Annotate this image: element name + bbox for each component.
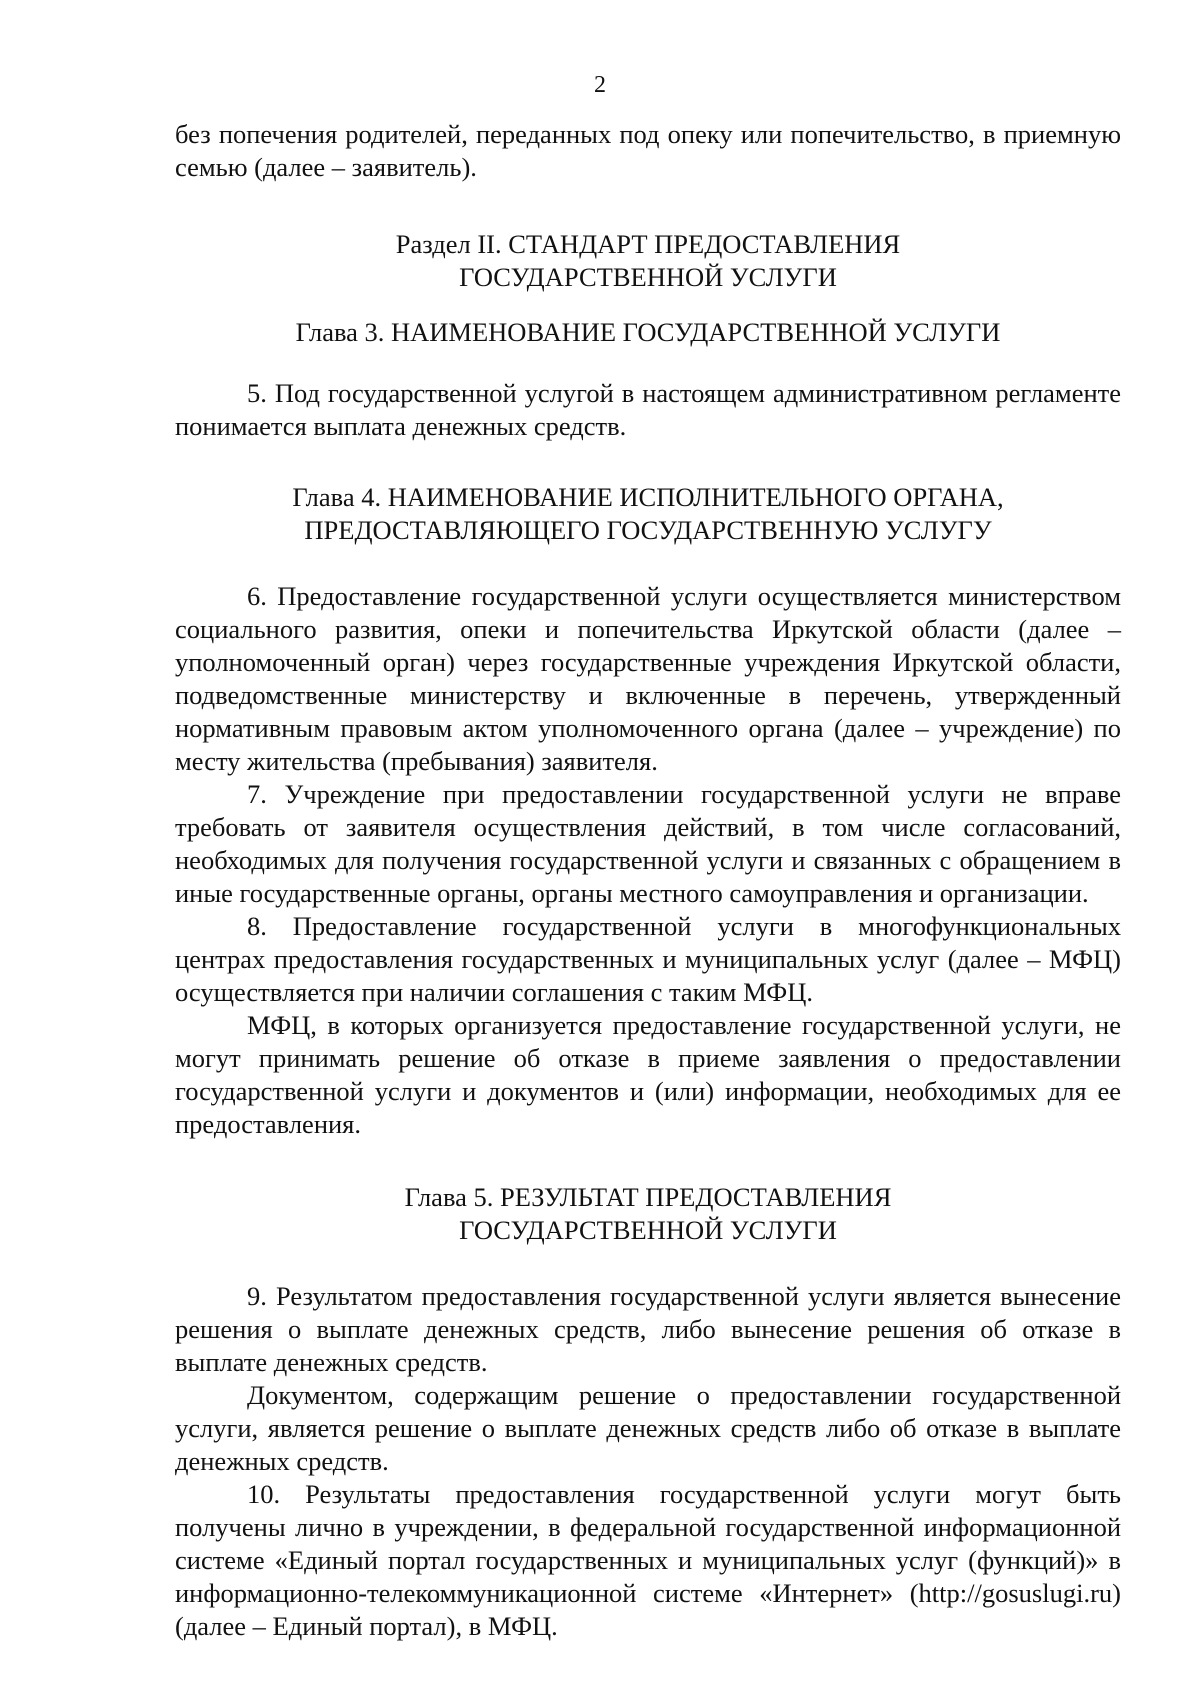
paragraph-10: 10. Результаты предоставления государственной услуги могут быть получены лично в учреждении, в федеральной государственной информационной системе «Единый портал государственных и муниципальных услуг (функций)» в информационно-телекоммуникационной системе «Интернет» (http://gosuslugi.ru) (далее – Единый портал), в МФЦ. (175, 1479, 1121, 1641)
chapter5-heading (175, 1181, 1121, 1247)
chapter4-heading (175, 481, 1121, 547)
chapter5-heading-line2: ГОСУДАРСТВЕННОЙ УСЛУГИ (459, 1215, 837, 1245)
section-heading-line1: Раздел II. СТАНДАРТ ПРЕДОСТАВЛЕНИЯ (395, 229, 901, 259)
paragraph-9: 9. Результатом предоставления государственной услуги является вынесение решения о выплате денежных средств, либо вынесение решения об отказе в выплате денежных средств. (175, 1281, 1121, 1377)
section-heading-line2: ГОСУДАРСТВЕННОЙ УСЛУГИ (459, 262, 837, 292)
document-body (175, 118, 1121, 1643)
paragraph-8-mfc: МФЦ, в которых организуется предоставление государственной услуги, не могут принимать решение об отказе в приеме заявления о предоставлении государственной услуги и документов и (или) информации, необходимых для ее предоставления. (175, 1010, 1121, 1139)
paragraph-7: 7. Учреждение при предоставлении государственной услуги не вправе требовать от заявителя осуществления действий, в том числе согласований, необходимых для получения государственной услуги и связанных с обращением в иные государственные органы, органы местного самоуправления и организации. (175, 779, 1121, 908)
paragraph-6: 6. Предоставление государственной услуги осуществляется министерством социального развития, опеки и попечительства Иркутской области (далее – уполномоченный орган) через государственные учреждения Иркутской области, подведомственные министерству и включенные в перечень, утвержденный нормативным правовым актом уполномоченного органа (далее – учреждение) по месту жительства (пребывания) заявителя. (175, 581, 1121, 776)
paragraph-8: 8. Предоставление государственной услуги в многофункциональных центрах предоставления государственных и муниципальных услуг (далее – МФЦ) осуществляется при наличии соглашения с таким МФЦ. (175, 911, 1121, 1007)
section-heading (175, 228, 1121, 294)
chapter5-heading-line1: Глава 5. РЕЗУЛЬТАТ ПРЕДОСТАВЛЕНИЯ (404, 1182, 892, 1212)
paragraph-5: 5. Под государственной услугой в настоящем административном регламенте понимается выплата денежных средств. (175, 378, 1121, 441)
intro-paragraph: без попечения родителей, переданных под опеку или попечительство, в приемную семью (далее – заявитель). (175, 119, 1121, 182)
page-number: 2 (594, 72, 606, 98)
chapter4-heading-line2: ПРЕДОСТАВЛЯЮЩЕГО ГОСУДАРСТВЕННУЮ УСЛУГУ (304, 515, 992, 545)
chapter3-heading: Глава 3. НАИМЕНОВАНИЕ ГОСУДАРСТВЕННОЙ УСЛУГИ (295, 317, 1001, 347)
paragraph-9-document: Документом, содержащим решение о предоставлении государственной услуги, является решение о выплате денежных средств либо об отказе в выплате денежных средств. (175, 1380, 1121, 1476)
chapter4-heading-line1: Глава 4. НАИМЕНОВАНИЕ ИСПОЛНИТЕЛЬНОГО ОРГАНА, (292, 482, 1004, 512)
